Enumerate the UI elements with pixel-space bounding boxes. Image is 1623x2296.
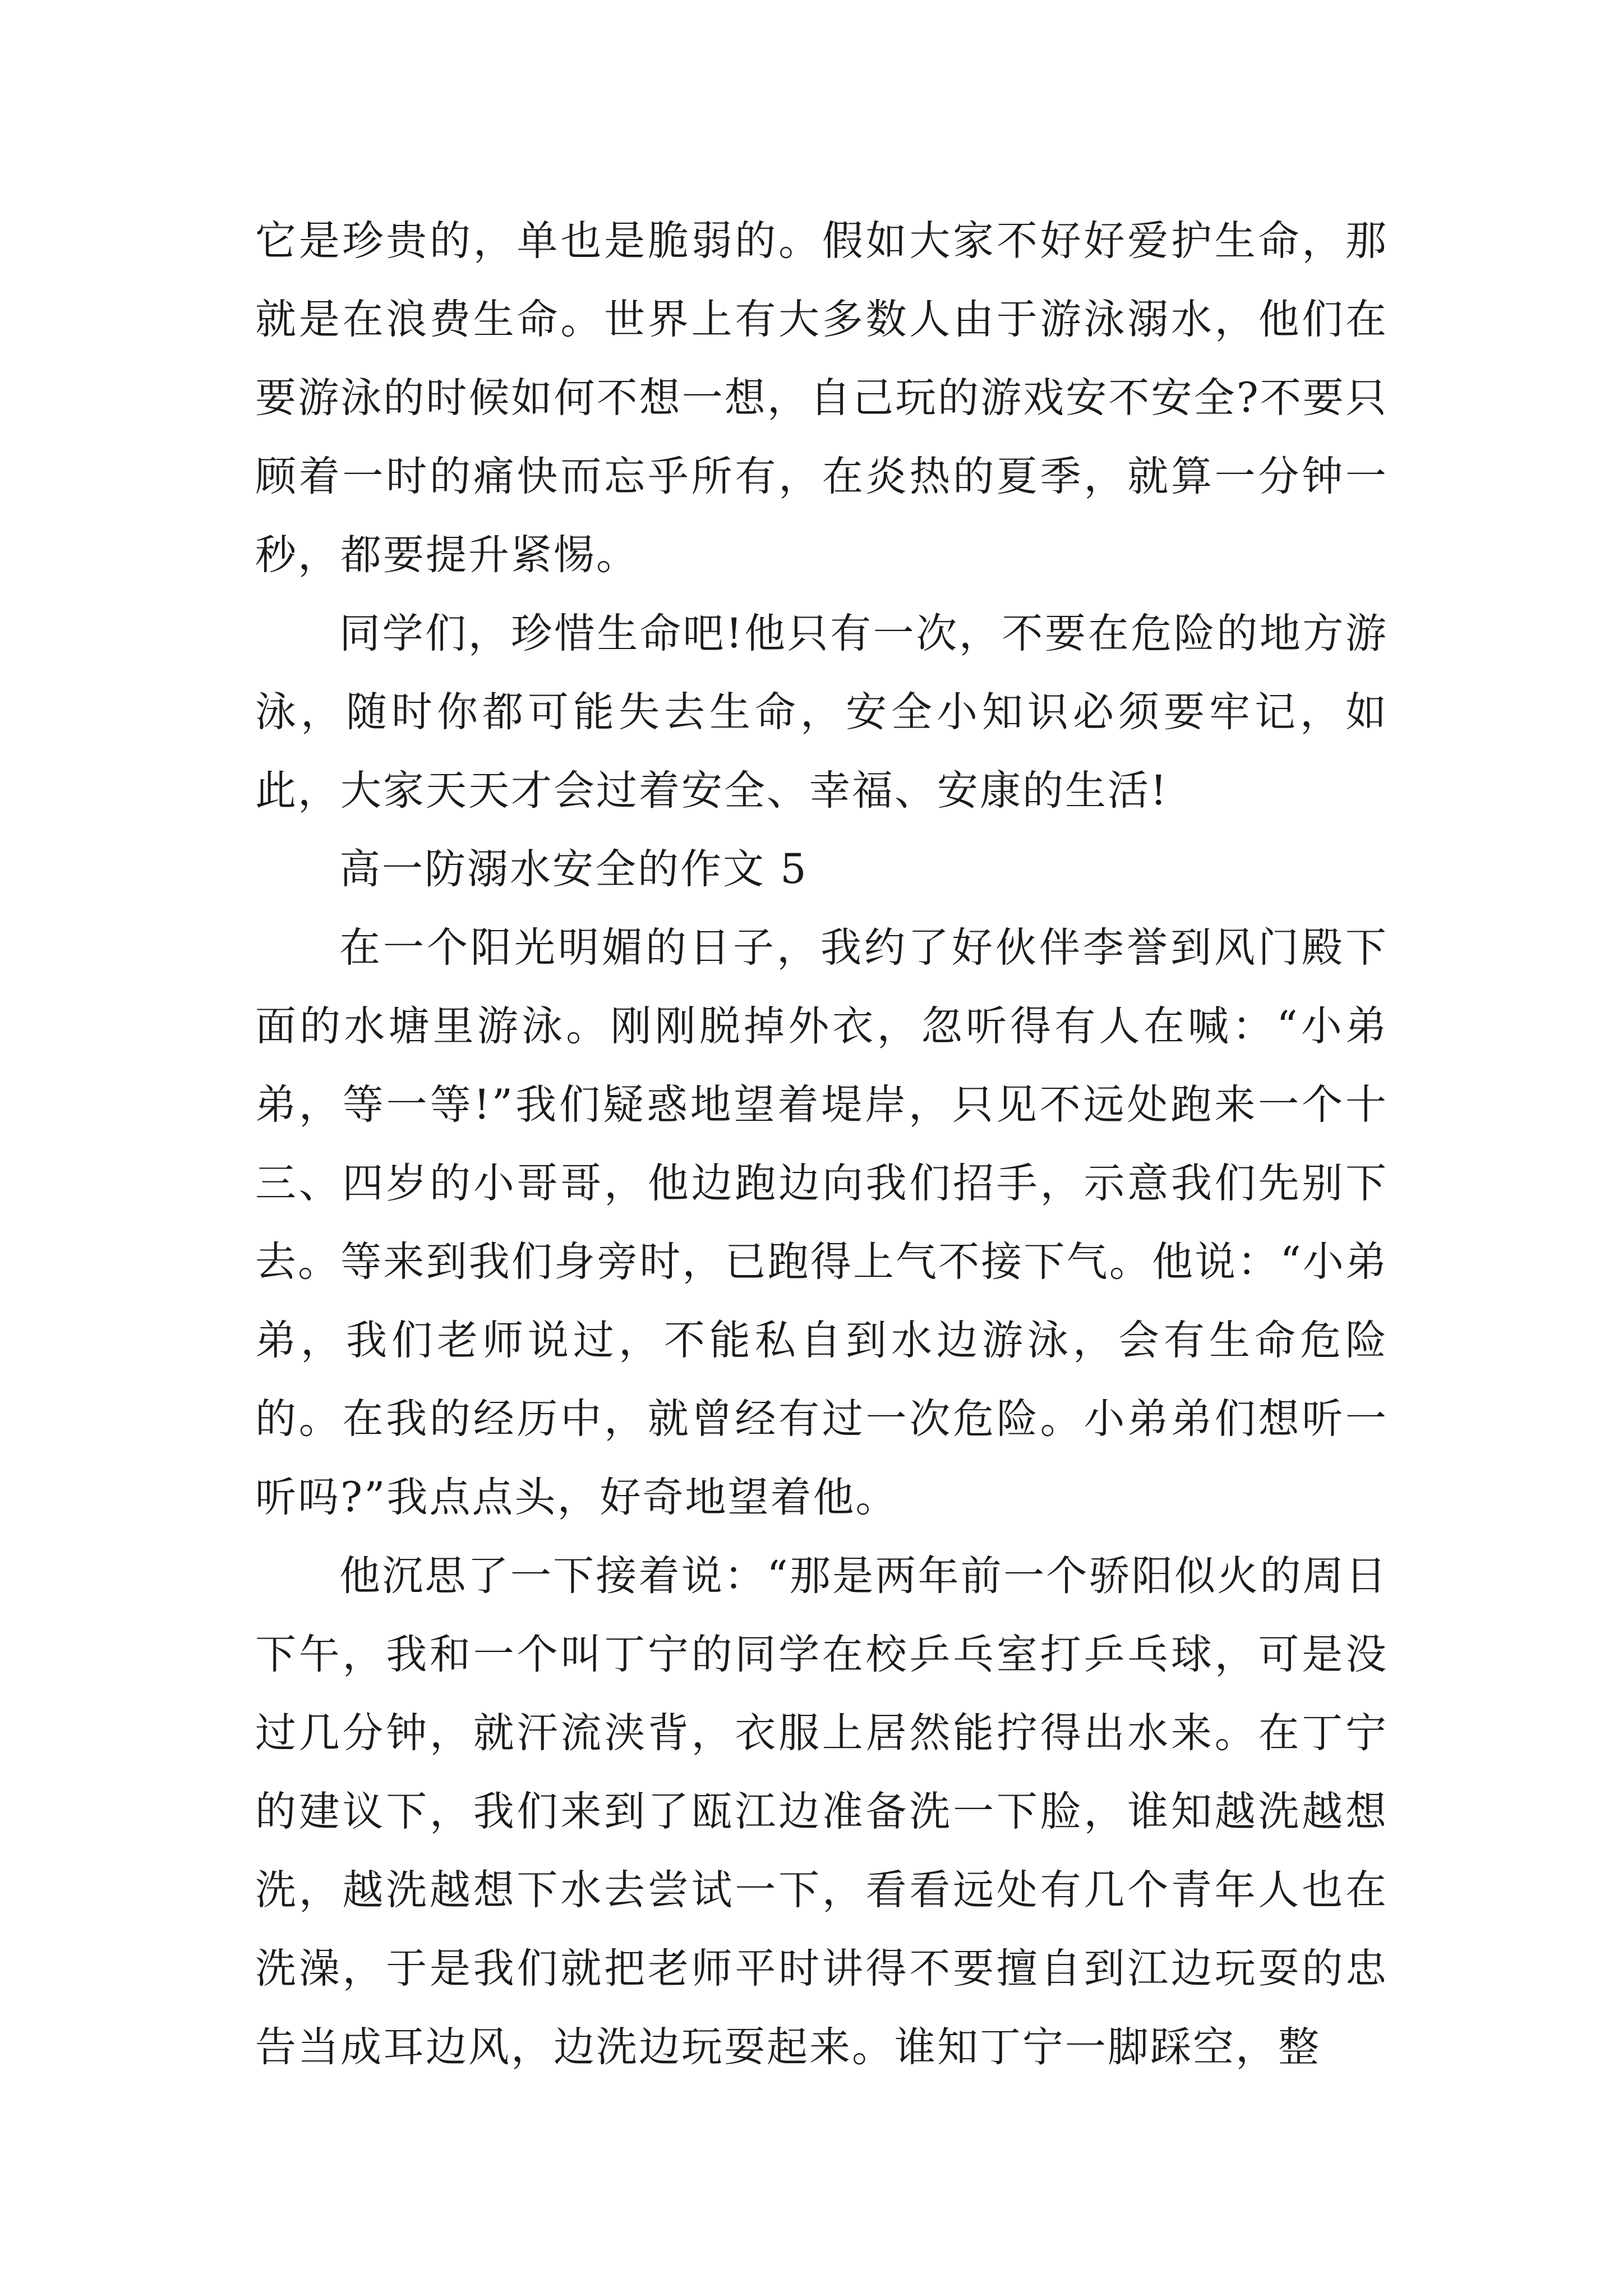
paragraph-3: 在一个阳光明媚的日子，我约了好伙伴李誉到风门殿下面的水塘里游泳。刚刚脱掉外衣，忽听得有人在喊：“小弟弟，等一等!”我们疑惑地望着堤岸，只见不远处跑来一个十三、四岁的小哥哥，他边跑边向我们招手，示意我们先别下去。等来到我们身旁时，已跑得上气不接下气。他说：“小弟弟，我们老师说过，不能私自到水边游泳，会有生命危险的。在我的经历中，就曾经有过一次危险。小弟弟们想听一听吗?”我点点头，好奇地望着他。: [255, 924, 1388, 1521]
paragraph-4: 他沉思了一下接着说：“那是两年前一个骄阳似火的周日下午，我和一个叫丁宁的同学在校乒乓室打乒乓球，可是没过几分钟，就汗流浃背，衣服上居然能拧得出水来。在丁宁的建议下，我们来到了瓯江边准备洗一下脸，谁知越洗越想洗，越洗越想下水去尝试一下，看看远处有几个青年人也在洗澡，于是我们就把老师平时讲得不要擅自到江边玩耍的忠告当成耳边风，边洗边玩耍起来。谁知丁宁一脚踩空，整: [255, 1552, 1388, 2071]
paragraph-1: 它是珍贵的，单也是脆弱的。假如大家不好好爱护生命，那就是在浪费生命。世界上有大多数人由于游泳溺水，他们在要游泳的时候如何不想一想，自己玩的游戏安不安全?不要只顾着一时的痛快而忘乎所有，在炎热的夏季，就算一分钟一秒，都要提升紧惕。: [255, 217, 1388, 579]
document-body: [255, 202, 1388, 2087]
paragraph-2: 同学们，珍惜生命吧!他只有一次，不要在危险的地方游泳，随时你都可能失去生命，安全小知识必须要牢记，如此，大家天天才会过着安全、幸福、安康的生活!: [255, 610, 1388, 815]
section-heading: 高一防溺水安全的作文 5: [339, 845, 808, 893]
